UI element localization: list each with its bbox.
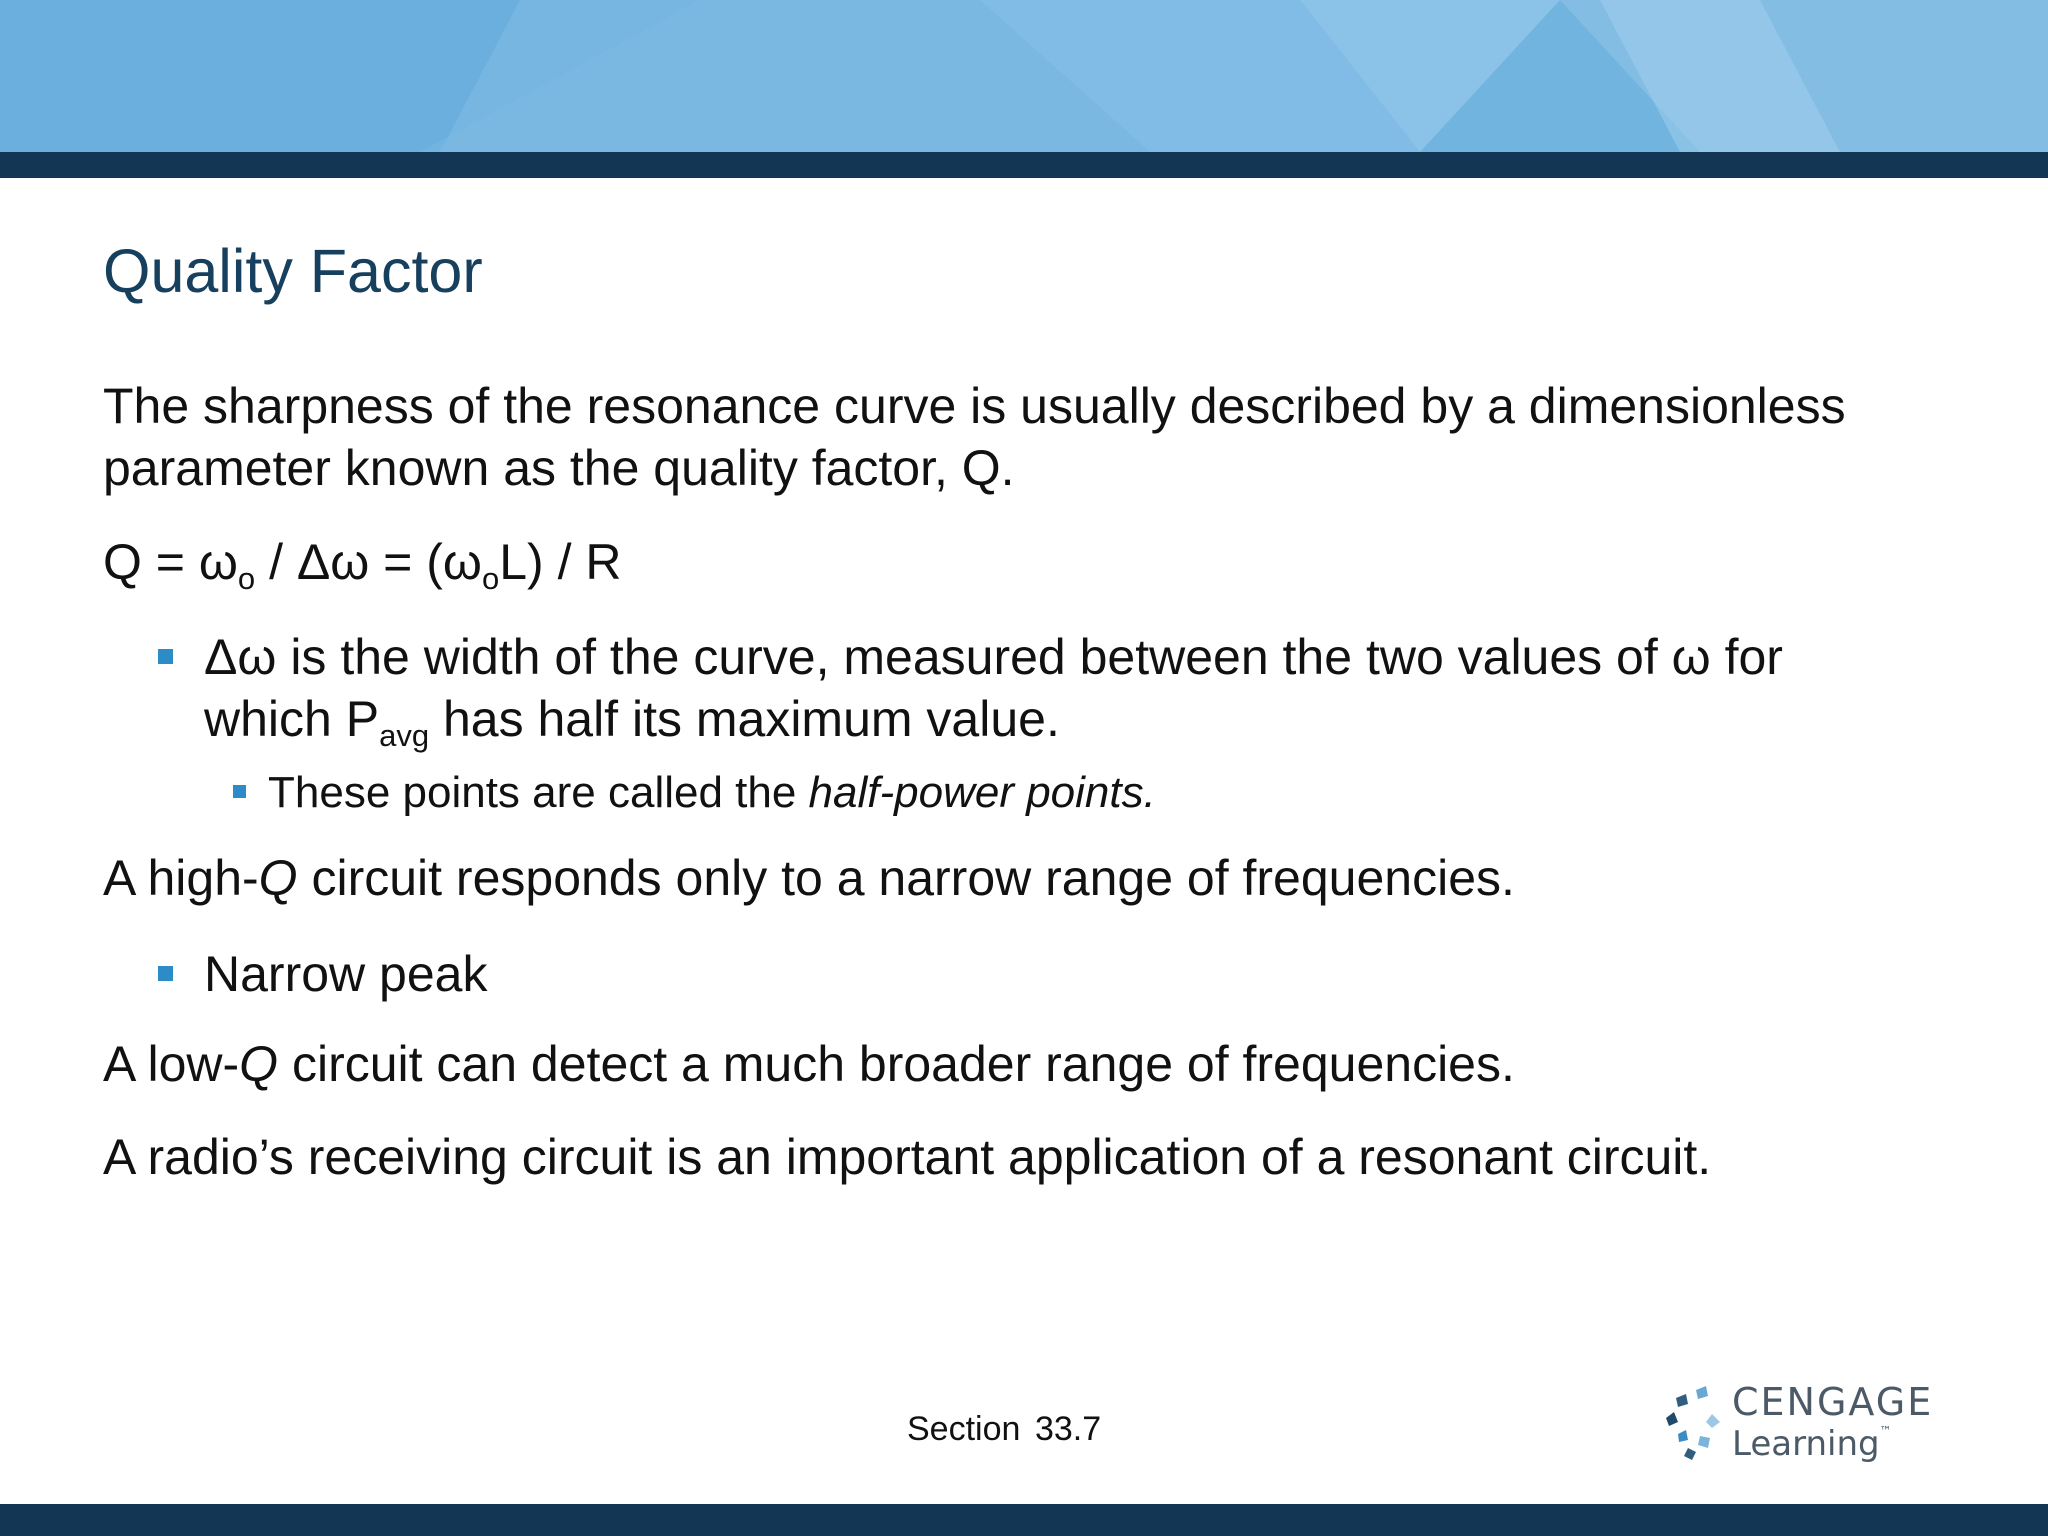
quality-factor-formula — [103, 532, 622, 596]
low-q-symbol: Q — [239, 1036, 279, 1092]
bullet-delta-omega-line1: Δω is the width of the curve, measured between the two values of ω for — [204, 629, 1783, 685]
header-banner — [0, 0, 2048, 152]
formula-subscript-b: o — [481, 560, 500, 596]
logo-text-cengage: CENGAGE — [1732, 1380, 1934, 1424]
cengage-learning-logo — [1662, 1382, 1962, 1474]
header-rule — [0, 152, 2048, 178]
bullet-delta-omega-line2 — [204, 689, 1060, 753]
low-q-statement — [103, 1034, 1515, 1094]
high-q-part-a: A high- — [103, 850, 259, 906]
bullet-narrow-peak: Narrow peak — [204, 946, 488, 1002]
half-power-points-term: half-power points. — [808, 768, 1156, 817]
section-label: Section 33.7 — [907, 1410, 1102, 1448]
high-q-symbol: Q — [258, 850, 298, 906]
low-q-part-a: A low- — [103, 1036, 240, 1092]
bullet-marker — [158, 649, 173, 664]
bullet-line2-part-a: which P — [204, 691, 380, 747]
formula-part-a: Q = ω — [103, 534, 238, 590]
high-q-statement — [103, 848, 1515, 908]
radio-application-statement: A radio’s receiving circuit is an important application of a resonant circuit. — [103, 1129, 1712, 1185]
high-q-part-b: circuit responds only to a narrow range of frequencies. — [297, 850, 1515, 906]
footer-rule — [0, 1504, 2048, 1536]
cengage-logo-icon — [1662, 1384, 1724, 1468]
formula-subscript-a: o — [237, 560, 256, 596]
intro-text: The sharpness of the resonance curve is usually described by a dimensionless — [103, 378, 1846, 434]
logo-text-learning — [1732, 1424, 1892, 1464]
bullet-marker — [158, 966, 173, 981]
low-q-part-b: circuit can detect a much broader range of frequencies. — [278, 1036, 1515, 1092]
intro-text-continued: parameter known as the quality factor, Q. — [103, 440, 1015, 496]
sub-bullet-marker — [233, 785, 246, 798]
header-banner-graphic — [0, 0, 2048, 152]
sub-bullet-half-power — [268, 767, 1156, 820]
bullet-line2-part-b: has half its maximum value. — [429, 691, 1060, 747]
sub-bullet-text: These points are called the — [268, 768, 809, 817]
p-avg-subscript: avg — [379, 717, 430, 753]
formula-part-c: L) / R — [499, 534, 622, 590]
logo-trademark: ™ — [1879, 1424, 1892, 1438]
formula-part-b: / Δω = (ω — [255, 534, 482, 590]
logo-text-learning-word: Learning — [1732, 1424, 1880, 1464]
slide-title: Quality Factor — [103, 237, 483, 305]
